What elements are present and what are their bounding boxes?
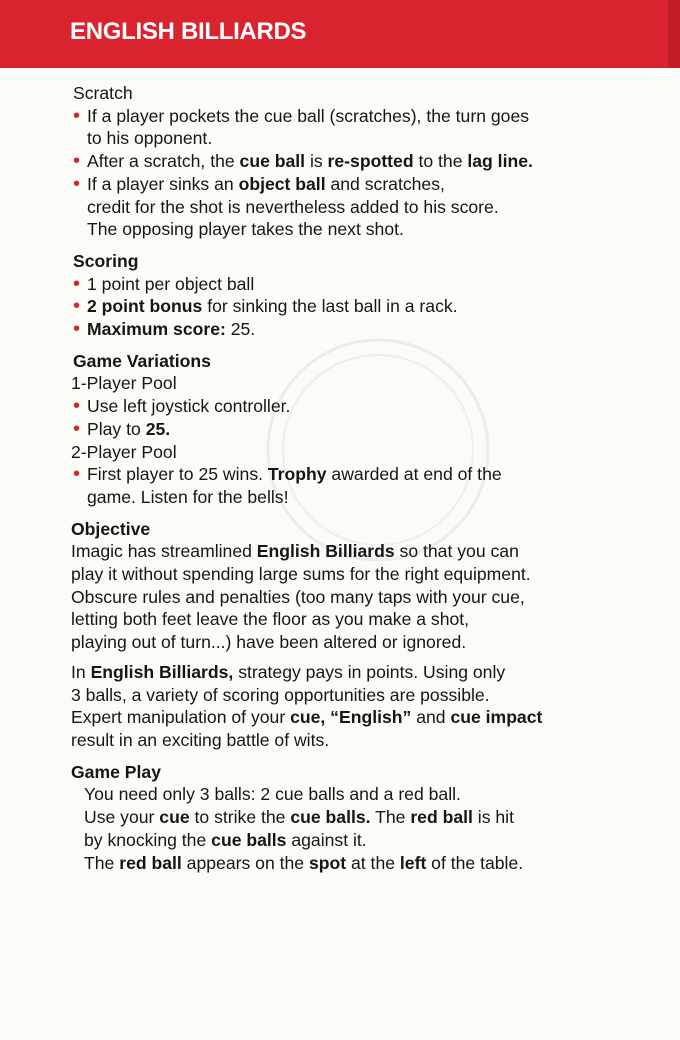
- text-run: First player to 25 wins.: [87, 464, 268, 485]
- gameplay-line-3: [71, 829, 651, 852]
- text-run: If a player sinks an: [87, 173, 239, 194]
- text-run: Imagic has streamlined: [71, 541, 257, 562]
- red-dot-bullet-icon: •: [73, 295, 81, 318]
- manual-content: [71, 82, 651, 874]
- list-item: [71, 395, 651, 418]
- red-dot-bullet-icon: •: [73, 150, 81, 173]
- text-run: Expert manipulation of your: [71, 707, 291, 728]
- scratch-bullet-3-line-3: The opposing player takes the next shot.: [87, 219, 404, 240]
- scratch-bullet-2: [87, 150, 533, 173]
- scoring-bullet-2: [87, 295, 458, 318]
- variation-bullet-3-line-1: [87, 463, 502, 486]
- gameplay-line-2: [71, 806, 651, 829]
- text-run: 25.: [225, 319, 256, 340]
- text-run-bold: left: [399, 852, 427, 873]
- text-run: for sinking the last ball in a rack.: [202, 296, 458, 317]
- text-run: The: [370, 807, 411, 828]
- text-run-bold: 2 point bonus: [87, 296, 203, 317]
- text-run-bold: spot: [308, 852, 347, 873]
- list-item: [71, 318, 651, 341]
- variation-bullet-2: [87, 418, 170, 441]
- text-run: strategy pays in points. Using only: [233, 661, 506, 682]
- text-run: Use your: [84, 807, 160, 828]
- text-run: After a scratch, the: [87, 151, 240, 172]
- list-item: [71, 463, 651, 486]
- objective-line-4: letting both feet leave the floor as you make a shot,: [71, 609, 470, 630]
- red-dot-bullet-icon: •: [73, 104, 81, 127]
- text-run: at the: [346, 852, 400, 873]
- text-run: appears on the: [181, 852, 309, 873]
- text-run: by knocking the: [84, 829, 212, 850]
- gameplay-line-4: [71, 852, 651, 875]
- text-run-bold: 25.: [145, 418, 171, 439]
- scratch-bullet-1-line-2: to his opponent.: [87, 128, 213, 149]
- text-run: of the table.: [426, 852, 524, 873]
- one-player-label: 1-Player Pool: [71, 373, 177, 394]
- text-run: and: [411, 707, 451, 728]
- text-run-bold: English Billiards: [256, 541, 395, 562]
- text-run: to strike the: [189, 807, 291, 828]
- red-dot-bullet-icon: •: [73, 272, 81, 295]
- gameplay-line-1: You need only 3 balls: 2 cue balls and a red ball.: [84, 784, 461, 805]
- scratch-bullet-3-line-1: [87, 173, 445, 196]
- red-dot-bullet-icon: •: [73, 172, 81, 195]
- scoring-bullet-3: [87, 318, 255, 341]
- list-item: [71, 173, 651, 196]
- text-run: is hit: [472, 807, 514, 828]
- text-run-bold: cue ball: [239, 151, 306, 172]
- text-run-bold: Maximum score:: [87, 319, 226, 340]
- page-title: ENGLISH BILLIARDS: [70, 18, 307, 45]
- text-run: awarded at end of the: [326, 464, 502, 485]
- text-run-bold: Trophy: [267, 464, 327, 485]
- text-run: so that you can: [394, 541, 519, 562]
- red-dot-bullet-icon: •: [73, 417, 81, 440]
- scoring-bullet-1: 1 point per object ball: [87, 273, 255, 294]
- text-run: Play to: [87, 418, 146, 439]
- text-run-bold: red ball: [410, 807, 473, 828]
- objective-p2-line-1: [71, 661, 651, 684]
- text-run-bold: cue balls.: [290, 807, 371, 828]
- text-run: to the: [413, 151, 468, 172]
- list-item: [71, 295, 651, 318]
- text-run-bold: cue impact: [450, 707, 543, 728]
- text-run-bold: lag line.: [467, 151, 533, 172]
- red-dot-bullet-icon: •: [73, 318, 81, 341]
- text-run: is: [305, 151, 328, 172]
- scratch-bullet-3-line-2: credit for the shot is nevertheless added to his score.: [87, 196, 499, 217]
- variation-bullet-1: Use left joystick controller.: [87, 396, 291, 417]
- objective-line-5: playing out of turn...) have been altered or ignored.: [71, 632, 467, 653]
- scratch-bullet-1-line-1: If a player pockets the cue ball (scratches), the turn goes: [87, 105, 530, 126]
- objective-line-3: Obscure rules and penalties (too many taps with your cue,: [71, 586, 525, 607]
- text-run: In: [71, 661, 91, 682]
- text-run: and scratches,: [325, 173, 445, 194]
- text-run-bold: English Billiards,: [90, 661, 234, 682]
- header-edge-strip: [668, 0, 680, 68]
- text-run-bold: cue, “English”: [290, 707, 412, 728]
- variations-heading: Game Variations: [73, 350, 211, 371]
- scratch-heading: Scratch: [73, 83, 133, 103]
- variation-bullet-3-line-2: game. Listen for the bells!: [87, 486, 289, 507]
- list-item: [71, 418, 651, 441]
- list-item: [71, 273, 651, 296]
- text-run: against it.: [286, 829, 367, 850]
- list-item: [71, 105, 651, 128]
- scoring-heading: Scoring: [73, 250, 139, 271]
- objective-p2-line-2: 3 balls, a variety of scoring opportunities are possible.: [71, 684, 490, 705]
- two-player-label: 2-Player Pool: [71, 441, 177, 462]
- red-dot-bullet-icon: •: [73, 463, 81, 486]
- objective-p2-line-3: [71, 706, 651, 729]
- text-run-bold: cue: [159, 807, 190, 828]
- header-bar: [0, 0, 680, 68]
- objective-heading: Objective: [71, 518, 151, 539]
- objective-line-1: [71, 540, 651, 563]
- objective-p2-line-4: result in an exciting battle of wits.: [71, 729, 330, 750]
- text-run-bold: object ball: [238, 173, 326, 194]
- list-item: [71, 150, 651, 173]
- text-run-bold: cue balls: [211, 829, 287, 850]
- text-run: The: [84, 852, 120, 873]
- text-run-bold: red ball: [119, 852, 182, 873]
- objective-line-2: play it without spending large sums for the right equipment.: [71, 564, 531, 585]
- text-run-bold: re-spotted: [327, 151, 414, 172]
- red-dot-bullet-icon: •: [73, 395, 81, 418]
- gameplay-heading: Game Play: [71, 761, 161, 782]
